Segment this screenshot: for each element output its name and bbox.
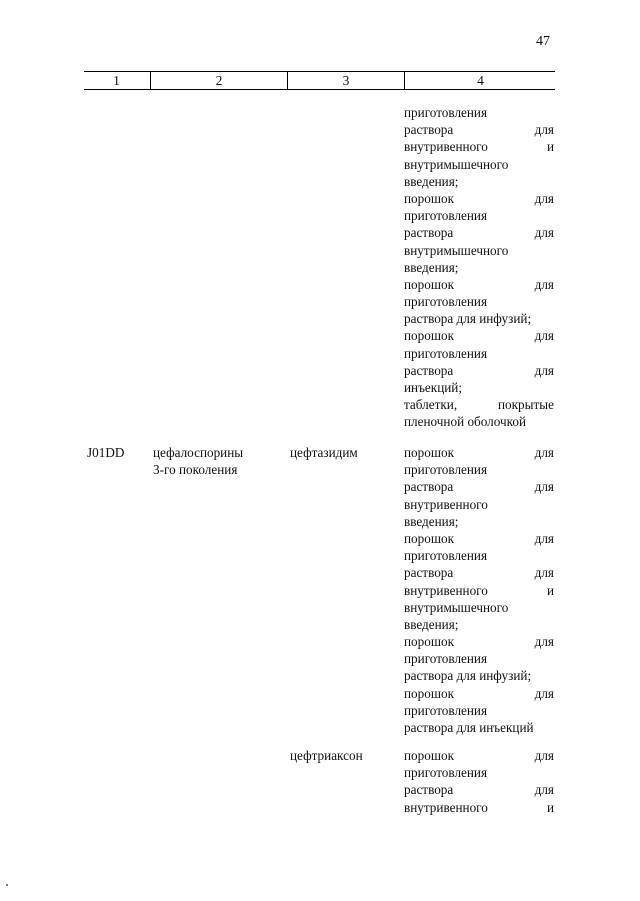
group-name-line-2: 3-го поколения xyxy=(153,462,238,477)
dosage-form-line xyxy=(404,685,554,702)
dosage-form-word: приготовления xyxy=(404,462,488,478)
dosage-form-word: раствора xyxy=(404,362,454,378)
dosage-form-word: для xyxy=(534,225,554,241)
dosage-form-line xyxy=(404,310,554,327)
dosage-form-word: пленочной оболочкой xyxy=(404,414,527,430)
dosage-form-word: раствора xyxy=(404,782,454,798)
scan-speck xyxy=(6,884,8,886)
dosage-form-word: для xyxy=(534,782,554,798)
dosage-form-word: инъекций; xyxy=(404,380,463,395)
dosage-form-word: внутримышечного xyxy=(404,242,509,258)
dosage-form-line xyxy=(404,599,554,616)
dosage-form-word: и xyxy=(546,799,554,815)
dosage-form-word: для xyxy=(534,565,554,581)
header-col-3: 3 xyxy=(287,72,404,89)
dosage-form-line xyxy=(404,764,554,781)
dosage-form-word: внутримышечного xyxy=(404,599,509,615)
dosage-form-word: раствора для инфузий; xyxy=(404,311,532,327)
dosage-form-word: порошок xyxy=(404,190,454,206)
atc-code: J01DD xyxy=(87,445,125,460)
dosage-form-word: раствора xyxy=(404,479,454,495)
dosage-form-word: для xyxy=(534,748,554,763)
dosage-form-word: раствора xyxy=(404,225,454,241)
dosage-form-line xyxy=(404,667,554,684)
dosage-form-line xyxy=(404,564,554,581)
dosage-form-word: порошок xyxy=(404,685,454,701)
dosage-form-line xyxy=(404,478,554,495)
dosage-form-word: порошок xyxy=(404,634,454,650)
dosage-form-line xyxy=(404,413,554,430)
dosage-form-line xyxy=(404,345,554,362)
dosage-form-word: порошок xyxy=(404,445,454,460)
dosage-form-line xyxy=(404,156,554,173)
dosage-form-line xyxy=(404,719,554,736)
dosage-form-word: внутривенного xyxy=(404,139,488,155)
dosage-form-line xyxy=(404,496,554,513)
dosage-form-word: внутривенного xyxy=(404,496,488,512)
dosage-form-word: приготовления xyxy=(404,294,488,310)
dosage-form-word: приготовления xyxy=(404,651,488,667)
dosage-form-line xyxy=(404,396,554,413)
dosage-form-word: для xyxy=(534,328,554,344)
dosage-form-line xyxy=(404,530,554,547)
ceftazidime-dosage-forms xyxy=(404,444,554,736)
dosage-form-word: раствора для инъекций xyxy=(404,720,534,735)
dosage-form-word: приготовления xyxy=(404,702,488,718)
dosage-form-word: для xyxy=(534,122,554,138)
dosage-form-word: порошок xyxy=(404,748,454,763)
dosage-form-word: для xyxy=(534,445,554,460)
dosage-form-line xyxy=(404,190,554,207)
dosage-form-word: приготовления xyxy=(404,765,488,781)
dosage-form-word: раствора xyxy=(404,122,454,138)
dosage-form-line xyxy=(404,799,554,816)
table-header-row xyxy=(84,71,555,90)
dosage-form-line xyxy=(404,781,554,798)
dosage-form-word: внутривенного xyxy=(404,582,488,598)
dosage-form-word: для xyxy=(534,479,554,495)
dosage-form-word: приготовления xyxy=(404,548,488,564)
dosage-form-word: для xyxy=(534,634,554,650)
dosage-form-line xyxy=(404,224,554,241)
group-name-line-1: цефалоспорины xyxy=(153,445,244,460)
dosage-form-line xyxy=(404,513,554,530)
dosage-form-line xyxy=(404,650,554,667)
dosage-form-line xyxy=(404,173,554,190)
dosage-form-word: для xyxy=(534,530,554,546)
drug-name-ceftazidime: цефтазидим xyxy=(290,445,358,460)
dosage-form-word: раствора для инфузий; xyxy=(404,668,532,684)
dosage-form-word: для xyxy=(534,685,554,701)
dosage-form-line xyxy=(404,582,554,599)
dosage-form-word: порошок xyxy=(404,328,454,344)
dosage-form-line xyxy=(404,242,554,259)
dosage-form-word: для xyxy=(534,190,554,206)
dosage-form-line xyxy=(404,702,554,719)
dosage-form-word: и xyxy=(546,139,554,155)
dosage-form-word: приготовления xyxy=(404,105,488,120)
page-number: 47 xyxy=(536,34,550,49)
dosage-form-line xyxy=(404,547,554,564)
dosage-form-word: раствора xyxy=(404,565,454,581)
dosage-form-line xyxy=(404,633,554,650)
drug-name-ceftriaxone: цефтриаксон xyxy=(290,748,363,763)
header-col-2: 2 xyxy=(150,72,287,89)
dosage-form-line xyxy=(404,747,554,764)
ceftriaxone-dosage-forms xyxy=(404,747,554,816)
dosage-form-word: введения; xyxy=(404,259,459,275)
dosage-form-line xyxy=(404,207,554,224)
header-col-1: 1 xyxy=(113,73,120,88)
dosage-form-word: для xyxy=(534,362,554,378)
dosage-form-word: и xyxy=(546,582,554,598)
dosage-form-word: введения; xyxy=(404,513,459,529)
dosage-form-line xyxy=(404,104,554,121)
dosage-form-word: таблетки, xyxy=(404,397,458,413)
dosage-form-word: внутримышечного xyxy=(404,156,509,172)
dosage-form-line xyxy=(404,379,554,396)
dosage-form-word: введения; xyxy=(404,616,459,632)
dosage-form-word: приготовления xyxy=(404,345,488,361)
dosage-form-word: покрытые xyxy=(498,397,554,413)
continued-dosage-forms xyxy=(404,104,554,431)
dosage-form-line xyxy=(404,362,554,379)
dosage-form-line xyxy=(404,616,554,633)
dosage-form-word: порошок xyxy=(404,530,454,546)
dosage-form-line xyxy=(404,259,554,276)
dosage-form-line xyxy=(404,461,554,478)
dosage-form-line xyxy=(404,293,554,310)
dosage-form-word: для xyxy=(534,276,554,292)
dosage-form-line xyxy=(404,138,554,155)
dosage-form-word: приготовления xyxy=(404,208,488,224)
dosage-form-line xyxy=(404,121,554,138)
dosage-form-word: порошок xyxy=(404,276,454,292)
header-col-4: 4 xyxy=(404,72,556,89)
dosage-form-line xyxy=(404,276,554,293)
dosage-form-line xyxy=(404,444,554,461)
dosage-form-word: внутривенного xyxy=(404,799,488,815)
dosage-form-line xyxy=(404,327,554,344)
dosage-form-word: введения; xyxy=(404,173,459,189)
